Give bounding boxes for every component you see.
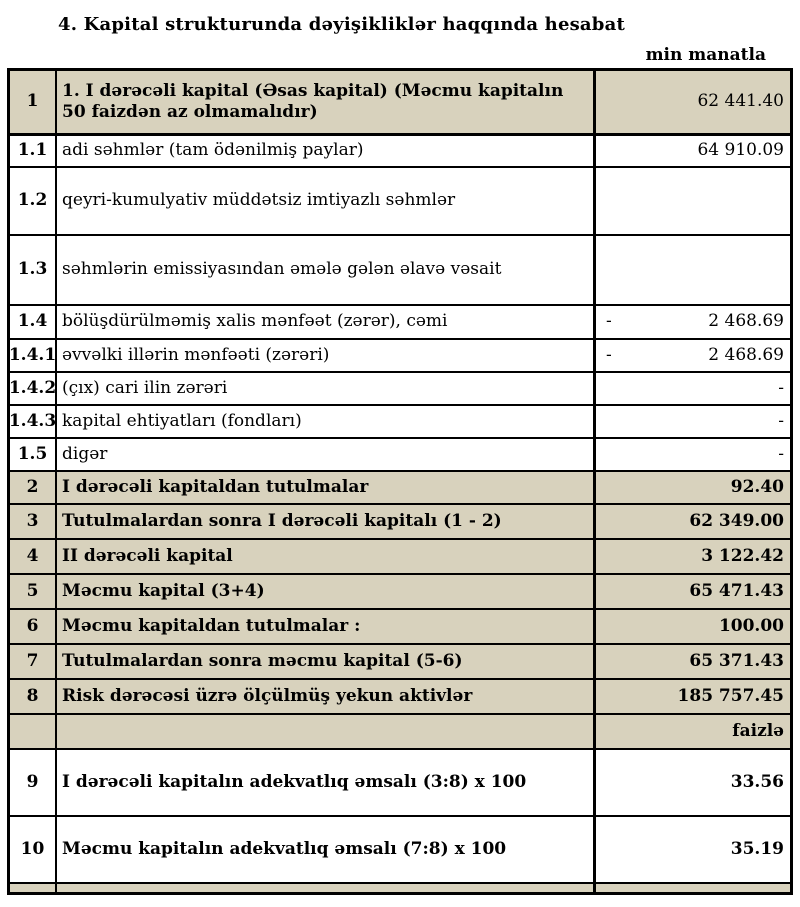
table-row	[10, 306, 790, 340]
row-value	[596, 540, 790, 573]
table-row	[10, 575, 790, 610]
row-number: 8	[10, 680, 57, 713]
table-row	[10, 71, 790, 136]
row-value	[596, 505, 790, 538]
row-value	[596, 645, 790, 678]
row-description: səhmlərin emissiyasından əmələ gələn əlavə vəsait	[57, 236, 596, 304]
row-value	[596, 610, 790, 643]
row-description: II dərəcəli kapital	[57, 540, 596, 573]
row-description: Risk dərəcəsi üzrə ölçülmüş yekun aktivlər	[57, 680, 596, 713]
table-row	[10, 540, 790, 575]
row-value	[596, 439, 790, 470]
row-amount: 35.19	[730, 838, 784, 859]
row-description: Məcmu kapitaldan tutulmalar :	[57, 610, 596, 643]
row-amount: 185 757.45	[677, 685, 784, 706]
row-value	[596, 406, 790, 437]
row-description: qeyri-kumulyativ müddətsiz imtiyazlı səhmlər	[57, 168, 596, 234]
row-number: 1.5	[10, 439, 57, 470]
table-row	[10, 610, 790, 645]
table-row	[10, 817, 790, 884]
row-amount: 2 468.69	[708, 311, 784, 332]
minus-sign: -	[606, 311, 612, 332]
row-number	[10, 715, 57, 748]
table-row	[10, 472, 790, 505]
row-value	[596, 306, 790, 338]
table-row	[10, 136, 790, 168]
row-description: digər	[57, 439, 596, 470]
table-row	[10, 439, 790, 472]
capital-structure-table	[7, 68, 793, 895]
row-description: I dərəcəli kapitaldan tutulmalar	[57, 472, 596, 503]
row-amount: faizlə	[732, 720, 784, 741]
row-value	[596, 136, 790, 166]
table-row	[10, 505, 790, 540]
row-amount: -	[778, 410, 784, 431]
row-amount: 92.40	[730, 476, 784, 497]
row-amount: 2 468.69	[708, 344, 784, 365]
row-description: bölüşdürülməmiş xalis mənfəət (zərər), cəmi	[57, 306, 596, 338]
row-value	[596, 575, 790, 608]
row-description: Tutulmalardan sonra I dərəcəli kapitalı (1 - 2)	[57, 505, 596, 538]
table-row	[10, 645, 790, 680]
row-number: 7	[10, 645, 57, 678]
page-title: 4. Kapital strukturunda dəyişikliklər haqqında hesabat	[58, 14, 625, 35]
row-description: Məcmu kapital (3+4)	[57, 575, 596, 608]
row-number: 1.4.3	[10, 406, 57, 437]
row-description: 1. I dərəcəli kapital (Əsas kapital) (Məcmu kapitalın 50 faizdən az olmamalıdır)	[57, 71, 596, 133]
row-description	[57, 884, 596, 892]
row-description: I dərəcəli kapitalın adekvatlıq əmsalı (3:8) x 100	[57, 750, 596, 815]
row-description: Məcmu kapitalın adekvatlıq əmsalı (7:8) x 100	[57, 817, 596, 882]
row-number: 4	[10, 540, 57, 573]
row-number: 1.4.1	[10, 340, 57, 371]
table-row	[10, 715, 790, 750]
row-description: əvvəlki illərin mənfəəti (zərəri)	[57, 340, 596, 371]
row-number: 6	[10, 610, 57, 643]
row-value	[596, 168, 790, 234]
row-value	[596, 817, 790, 882]
row-amount: 65 371.43	[689, 650, 784, 671]
row-amount: 62 349.00	[689, 510, 784, 531]
row-number: 10	[10, 817, 57, 882]
row-value	[596, 236, 790, 304]
row-amount: 33.56	[730, 771, 784, 792]
row-amount: 64 910.09	[697, 140, 784, 161]
table-row	[10, 680, 790, 715]
table-row	[10, 236, 790, 306]
row-number: 3	[10, 505, 57, 538]
row-description: adi səhmlər (tam ödənilmiş paylar)	[57, 136, 596, 166]
row-number: 1	[10, 71, 57, 133]
table-row	[10, 406, 790, 439]
row-value	[596, 71, 790, 133]
row-number: 5	[10, 575, 57, 608]
row-value	[596, 340, 790, 371]
row-number: 1.1	[10, 136, 57, 166]
unit-label: min manatla	[645, 45, 766, 65]
row-number: 2	[10, 472, 57, 503]
row-amount: -	[778, 443, 784, 464]
row-value	[596, 884, 790, 892]
table-row	[10, 373, 790, 406]
row-value	[596, 715, 790, 748]
row-amount: 100.00	[718, 615, 784, 636]
row-number	[10, 884, 57, 892]
row-number: 1.2	[10, 168, 57, 234]
table-row	[10, 340, 790, 373]
row-description: (çıx) cari ilin zərəri	[57, 373, 596, 404]
row-description: Tutulmalardan sonra məcmu kapital (5-6)	[57, 645, 596, 678]
row-description: kapital ehtiyatları (fondları)	[57, 406, 596, 437]
row-number: 9	[10, 750, 57, 815]
row-amount: -	[778, 377, 784, 398]
row-amount: 62 441.40	[697, 91, 784, 112]
row-number: 1.4.2	[10, 373, 57, 404]
table-row	[10, 168, 790, 236]
row-number: 1.3	[10, 236, 57, 304]
row-amount: 3 122.42	[701, 545, 784, 566]
table-row	[10, 750, 790, 817]
row-number: 1.4	[10, 306, 57, 338]
row-value	[596, 472, 790, 503]
row-description	[57, 715, 596, 748]
table-row	[10, 884, 790, 892]
row-value	[596, 750, 790, 815]
row-value	[596, 680, 790, 713]
minus-sign: -	[606, 344, 612, 365]
row-amount: 65 471.43	[689, 580, 784, 601]
row-value	[596, 373, 790, 404]
